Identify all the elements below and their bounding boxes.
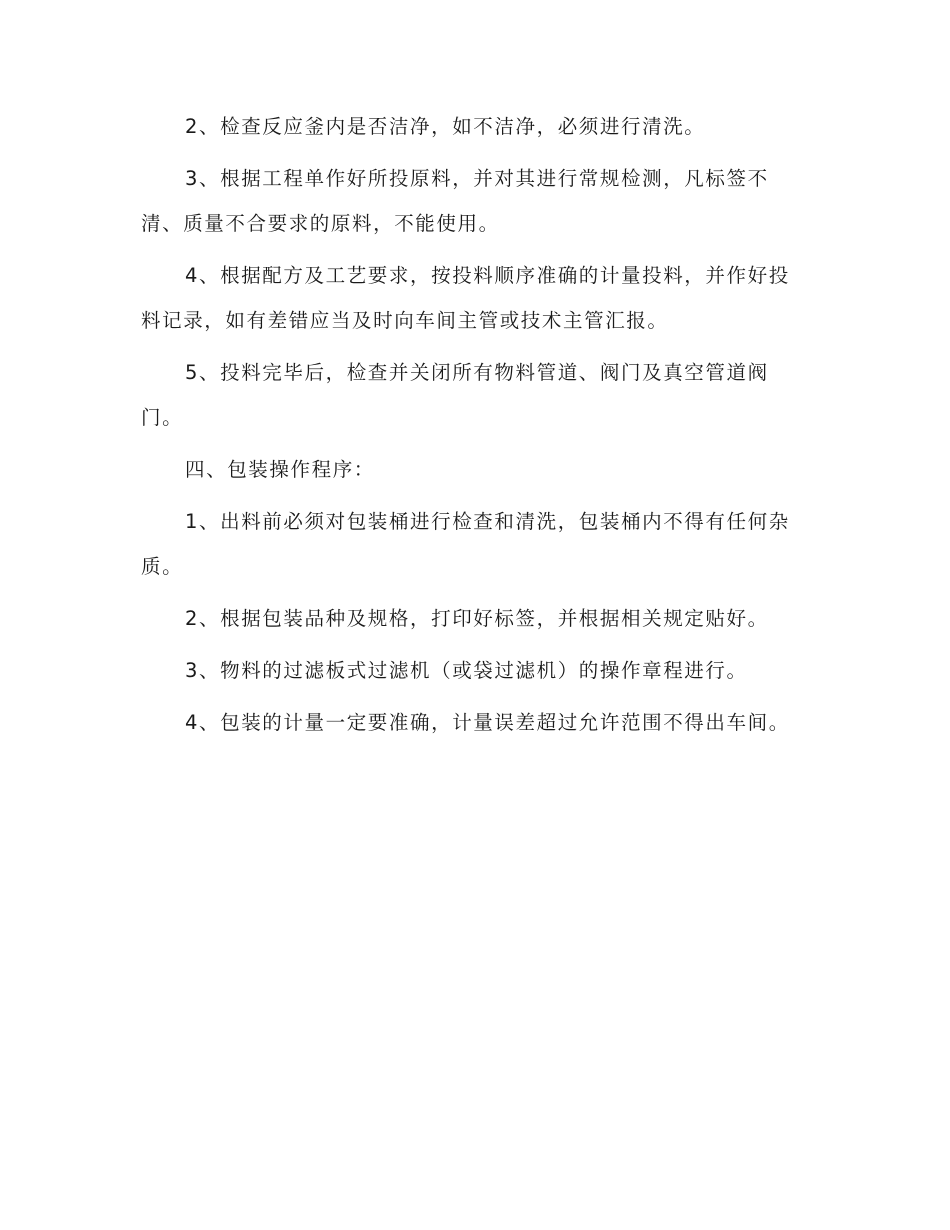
paragraph-bucket-check: 1、出料前必须对包装桶进行检查和清洗，包装桶内不得有任何杂质。 [141, 510, 790, 578]
paragraph-feeding: 4、根据配方及工艺要求，按投料顺序准确的计量投料，并作好投料记录，如有差错应当及时向车间主管或技术主管汇报。 [141, 264, 790, 332]
paragraph-filter: 3、物料的过滤板式过滤机（或袋过滤机）的操作章程进行。 [185, 659, 748, 682]
paragraph-raw-material: 3、根据工程单作好所投原料，并对其进行常规检测，凡标签不清、质量不合要求的原料，不能使用。 [141, 167, 769, 235]
paragraph-labels: 2、根据包装品种及规格，打印好标签，并根据相关规定贴好。 [185, 607, 769, 630]
paragraph-metering: 4、包装的计量一定要准确，计量误差超过允许范围不得出车间。 [185, 711, 790, 734]
paragraph-valves: 5、投料完毕后，检查并关闭所有物料管道、阀门及真空管道阀门。 [141, 361, 769, 429]
document-body [141, 104, 809, 752]
section-heading-packaging: 四、包装操作程序： [185, 458, 375, 481]
paragraph-reactor-check: 2、检查反应釜内是否洁净，如不洁净，必须进行清洗。 [185, 115, 706, 138]
